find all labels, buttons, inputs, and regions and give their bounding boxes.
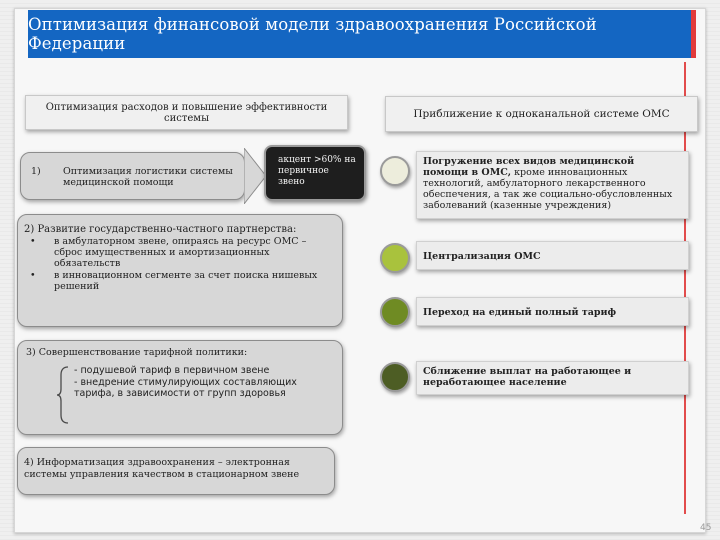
- brace-icon: [56, 365, 70, 425]
- bullet-icon: •: [30, 270, 36, 281]
- ppp-bullet-2: [24, 270, 334, 292]
- right-item-3: [416, 297, 689, 326]
- right-item-4-bold: Сближение выплат на работающее и неработающее население: [423, 366, 632, 388]
- bullet-circle-4: [380, 362, 410, 392]
- bullet-icon: •: [30, 236, 36, 247]
- bullet-circle-1: [380, 156, 410, 186]
- ppp-bullet-2-text: в инновационном сегменте за счет поиска нишевых решений: [54, 270, 318, 292]
- right-item-4: [416, 361, 689, 395]
- slide-title-text: Оптимизация финансовой модели здравоохранения Российской Федерации: [28, 15, 597, 53]
- right-item-2: [416, 241, 689, 270]
- tariff-heading: 3) Совершенствование тарифной политики:: [26, 347, 248, 358]
- slide-title: [28, 10, 692, 58]
- logistics-text: Оптимизация логистики системы медицинской помощи: [63, 166, 233, 188]
- ppp-heading: 2) Развитие государственно-частного партнерства:: [24, 224, 297, 235]
- right-item-2-bold: Централизация ОМС: [423, 251, 541, 262]
- public-private-partnership-item: [17, 214, 343, 327]
- tariff-line-2: - внедрение стимулирующих составляющих тарифа, в зависимости от групп здоровья: [74, 376, 297, 399]
- page-number: 45: [700, 523, 712, 533]
- arrow-right-icon: [244, 148, 266, 204]
- tariff-details: [74, 365, 324, 400]
- tariff-line-1: - подушевой тариф в первичном звене: [74, 365, 270, 376]
- ppp-bullet-1: [24, 236, 334, 269]
- informatization-item: [17, 447, 335, 495]
- right-column-header: [385, 96, 698, 132]
- left-header-text: Оптимизация расходов и повышение эффективности системы: [45, 101, 328, 124]
- left-column-header: [25, 95, 348, 130]
- primary-care-callout: [264, 145, 366, 201]
- right-header-text: Приближение к одноканальной системе ОМС: [413, 107, 670, 120]
- bullet-circle-3: [380, 297, 410, 327]
- informatization-text: 4) Информатизация здравоохранения – электронная системы управления качеством в стационарном звене: [24, 457, 300, 480]
- right-item-3-bold: Переход на единый полный тариф: [423, 307, 617, 318]
- right-item-1-rest: кроме инновационных технологий, амбулаторного лекарственного обеспечения, а так же социально-обусловленных заболеваний (казенные учреждения): [423, 167, 673, 211]
- bullet-circle-2: [380, 243, 410, 273]
- logistics-item: [20, 152, 245, 200]
- logistics-number: 1): [31, 166, 41, 177]
- callout-text: акцент >60% на первичное звено: [278, 155, 356, 187]
- right-item-1: [416, 151, 689, 219]
- ppp-bullet-1-text: в амбулаторном звене, опираясь на ресурс ОМС – сброс имущественных и амортизационных обязательств: [54, 236, 307, 269]
- right-item-1-bold: Погружение всех видов медицинской помощи в ОМС,: [423, 156, 635, 178]
- tariff-policy-item: [17, 340, 343, 435]
- title-accent-stripe: [691, 10, 696, 58]
